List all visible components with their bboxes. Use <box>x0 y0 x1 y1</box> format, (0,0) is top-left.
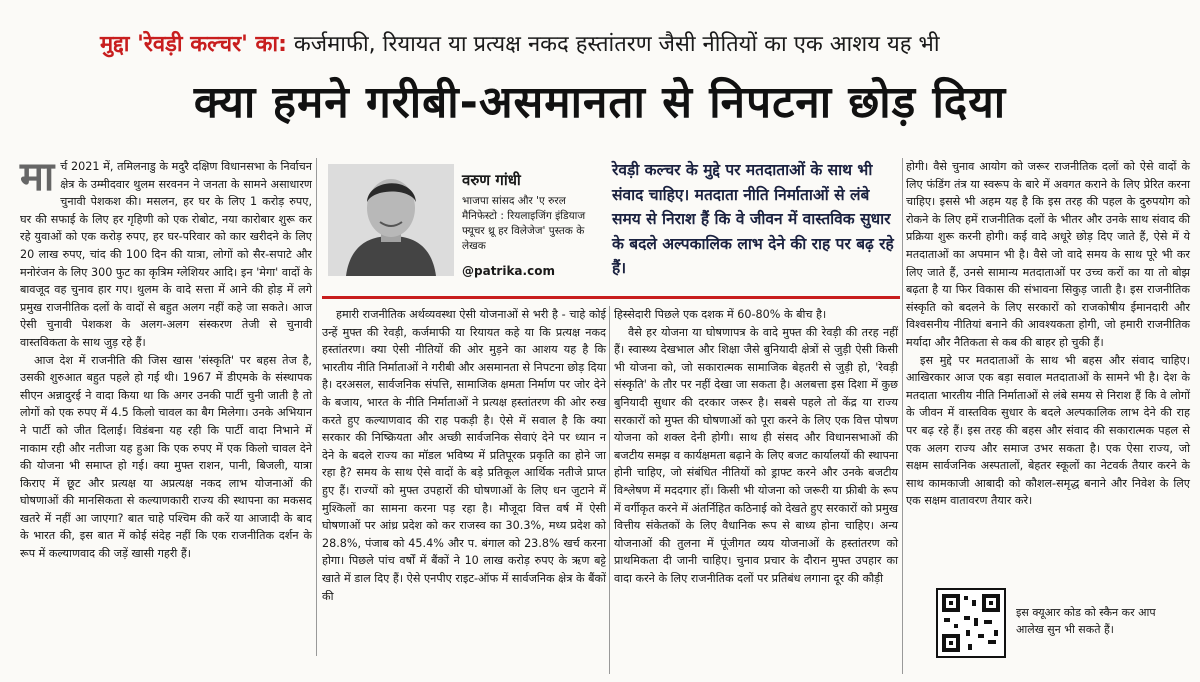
paragraph: र्च 2021 में, तमिलनाडु के मदुरै दक्षिण विधानसभा के निर्वाचन क्षेत्र के उम्मीदवार थुलम सरवनन ने जनता के सामने असाधारण चुनावी पेशकश की। मसलन, हर घर के लिए 1 करोड़ रुपए, घर की सफाई के लिए हर गृहिणी को एक रोबोट, नया कारोबार शुरू कर रहे युवाओं को एक करोड़ रुपए, हर घर-परिवार को कार खरीदने के लिए 20 लाख रुपए, चांद की 100 दिन की यात्रा, लोगों को सैर-सपाटे और मनोरंजन के लिए 300 फुट का कृत्रिम ग्लेशियर आदि। इन 'मेगा' वादों के बावजूद वह चुनाव हार गए। थुलम के वादे सत्ता में आने की होड़ में लगे प्रमुख राजनीतिक दलों के वादों से बहुत अलग नहीं कहे जा सकते। आज ऐसी चुनावी पेशकश के अलग-अलग संस्करण तेजी से चुनावी वास्तविकता के साथ जुड़ रहे हैं। <box>20 160 312 349</box>
article-column-4 <box>906 158 1190 510</box>
author-photo <box>328 164 454 276</box>
paragraph: वैसे हर योजना या घोषणापत्र के वादे मुफ्त की रेवड़ी की तरह नहीं हैं। स्वास्थ्य देखभाल और शिक्षा जैसे बुनियादी क्षेत्रों से जुड़ी ऐसी किसी भी योजना को, जो सकारात्मक सामाजिक बेहतरी से जुड़ी हो, 'रेवड़ी संस्कृति' के तौर पर नहीं देखा जा सकता है। अलबत्ता इस दिशा में कुछ बुनियादी सुधार की दरकार जरूर है। सबसे पहले तो केंद्र या राज्य सरकारों को मुफ्त की घोषणाओं को पूरा करने के लिए एक वित्त पोषण योजना को शक्ल देनी होगी। साथ ही संसद और विधानसभाओं की बजटीय समझ व कार्यक्षमता बढ़ाने के लिए बजट कार्यालयों की स्थापना होनी चाहिए, जो संबंधित नीतियों को ड्राफ्ट करने और उनके बजटीय विश्लेषण में मददगार हों। किसी भी योजना को जरूरी या फ्रीबी के रूप में वर्गीकृत करने में अंतर्निहित कठिनाई को देखते हुए सरकारों को प्रमुख वित्तीय संकेतकों के लिए वैधानिक रूप से बाध्य होना चाहिए। अन्य योजनाओं की तुलना में पूंजीगत व्यय योजनाओं के हस्तांतरण को प्राथमिकता दी जानी चाहिए। चुनाव प्रचार के दौरान मुफ्त उपहार का वादा करने के लिए राजनीतिक दलों पर प्रतिबंध लगाना दूर की कौड़ी <box>614 325 898 585</box>
column-rule <box>316 158 317 656</box>
article-column-1 <box>20 154 313 563</box>
headline: क्या हमने गरीबी-असमानता से निपटना छोड़ दिया <box>193 77 1007 128</box>
author-name: वरुण गांधी <box>462 171 521 189</box>
paragraph: हिस्सेदारी पिछले एक दशक में 60-80% के बीच है। <box>614 308 827 321</box>
column-rule <box>902 158 903 674</box>
author-handle: @patrika.com <box>462 264 555 278</box>
red-divider <box>322 296 900 299</box>
qr-caption: इस क्यूआर कोड को स्कैन कर आप आलेख सुन भी सकते हैं। <box>1016 606 1156 636</box>
paragraph: इस मुद्दे पर मतदाताओं के साथ भी बहस और संवाद चाहिए। आखिरकार आज एक बड़ा सवाल मतदाताओं के सामने भी है। देश के मतदाता भारतीय नीति निर्माताओं से लंबे समय से निराश हैं कि वे लोगों के जीवन में वास्तविक सुधार के बदले अल्पकालिक लाभ देने की राह पर बढ़ रहे हैं। इस तरह की बहस और संवाद की सकारात्मक पहल से एक अलग राज्य और समाज उभर सकता है। एक ऐसा राज्य, जो सक्षम सार्वजनिक अस्पतालों, बेहतर स्कूलों का नेटवर्क तैयार करने के साथ कामकाजी आबादी को कौशल-समृद्ध बनाने और निवेश के लिए एक सक्षम वातावरण तैयार करे। <box>906 353 1190 508</box>
kicker <box>100 28 1190 58</box>
kicker-text: कर्जमाफी, रियायत या प्रत्यक्ष नकद हस्तांतरण जैसी नीतियों का एक आशय यह भी <box>293 32 940 57</box>
article-column-2 <box>322 306 606 605</box>
pull-quote: रेवड़ी कल्चर के मुद्दे पर मतदाताओं के साथ भी संवाद चाहिए। मतदाता नीति निर्माताओं से लंबे समय से निराश हैं कि वे जीवन में वास्तविक सुधार के बदले अल्पकालिक लाभ देने की राह पर बढ़ रहे हैं। <box>612 161 894 277</box>
paragraph: होगी। वैसे चुनाव आयोग को जरूर राजनीतिक दलों को ऐसे वादों के लिए फंडिंग तंत्र या स्वरूप के बारे में अवगत कराने के लिए प्रेरित करना चाहिए। इससे भी अहम यह है कि इस तरह की पहल के दुरुपयोग को रोकने के लिए हमें राजनीतिक दलों के भीतर और उनके साथ संवाद की प्रक्रिया शुरू करनी होगी। कई वादे अधूरे छोड़ दिए जाते हैं, ऐसे में ये मतदाताओं का अपमान भी है। वैसे जो वादे समय के साथ पूरे भी कर लिए जाते हैं, उनसे सामान्य मतदाताओं पर उच्च करों का या तो बोझ बढ़ता है या फिर विकास की संभावना सिकुड़ जाती है। इस राजनीतिक संस्कृति को बदलने के लिए सरकारों को राजकोषीय ईमानदारी और विश्वसनीय नीतियां बनाने की आवश्यकता होगी, जो हमारी राजनीतिक मर्यादा और नैतिकता से कब की बाहर हो चुकी हैं। <box>906 160 1190 349</box>
author-bio: भाजपा सांसद और 'ए रुरल मैनिफेस्टो : रियलाइजिंग इंडियाज फ्यूचर थ्रू हर विलेजेज' पुस्तक के लेखक <box>462 195 586 252</box>
author-box <box>322 158 604 288</box>
column-rule <box>609 306 610 674</box>
paragraph: आज देश में राजनीति की जिस खास 'संस्कृति' पर बहस तेज है, उसकी शुरुआत बहुत पहले हो गई थी। 1967 में डीएमके के संस्थापक सीएन अन्नादुरई ने वादा किया था कि अगर उनकी पार्टी चुनी जाती है तो लोगों को एक रुपए में 4.5 किलो चावल का बैग मिलेगा। उनके अभियान ने पार्टी को जीत दिलाई। विडंबना यह रही कि पार्टी वादा निभाने में नाकाम रही और नतीजा यह हुआ कि एक रुपए में एक किलो चावल देने की योजना भी समाप्त हो गई। क्या मुफ्त राशन, पानी, बिजली, यात्रा किराए में छूट और प्रत्यक्ष या अप्रत्यक्ष नकद लाभ योजनाओं की घोषणाओं की मानसिकता से कल्याणकारी राज्य की स्थापना का मकसद खतरे में नहीं आ जाएगा? बात चाहे पश्चिम की करें या आजादी के बाद के भारत की, इस बात में कोई संदेह नहीं कि एक राजनीतिक दर्शन के रूप में कल्याणवाद की जड़ें खासी गहरी हैं। <box>20 353 313 561</box>
drop-cap: मा <box>20 154 55 200</box>
article-column-3 <box>614 306 898 588</box>
kicker-label: मुद्दा 'रेवड़ी कल्चर' का: <box>100 32 287 57</box>
paragraph: हमारी राजनीतिक अर्थव्यवस्था ऐसी योजनाओं से भरी है - चाहे कोई उन्हें मुफ्त की रेवड़ी, कर्जमाफी या रियायत कहे या कि प्रत्यक्ष नकद हस्तांतरण। क्या ऐसी नीतियों की ओर मुड़ने का आशय यह है कि भारतीय नीति निर्माताओं ने गरीबी और असमानता से निपटना छोड़ दिया है। दरअसल, सार्वजनिक संपत्ति, सामाजिक क्षमता निर्माण पर जोर देने के बजाय, भारत के नीति निर्माताओं ने प्रत्यक्ष हस्तांतरण की ओर रुख करते हुए कल्याणवाद की राह पकड़ी है। ऐसे में सवाल है कि क्या सरकार की निष्क्रियता और अच्छी सार्वजनिक सेवाएं देने पर ध्यान न देने के बदले राज्य का मॉडल भविष्य में प्रतिपूरक प्रकृति का होने जा रहा है? समय के साथ ऐसे वादों के बड़े प्रतिकूल आर्थिक नतीजे प्राप्त हुए हैं। राज्यों को मुफ्त उपहारों की घोषणाओं के लिए धन जुटाने में मुश्किलों का सामना करना पड़ रहा है। मौजूदा वित्त वर्ष में ऐसी घोषणाओं पर आंध्र प्रदेश को कर राजस्व का 30.3%, मध्य प्रदेश को 28.8%, पंजाब को 45.4% और प. बंगाल को 23.8% खर्च करना होगा। पिछले पांच वर्षों में बैंकों ने 10 लाख करोड़ रुपए के ऋण बट्टे खाते में डाल दिए हैं। ऐसे एनपीए राइट-ऑफ में सार्वजनिक क्षेत्र के बैंकों की <box>322 308 606 603</box>
qr-code[interactable] <box>936 588 1006 658</box>
